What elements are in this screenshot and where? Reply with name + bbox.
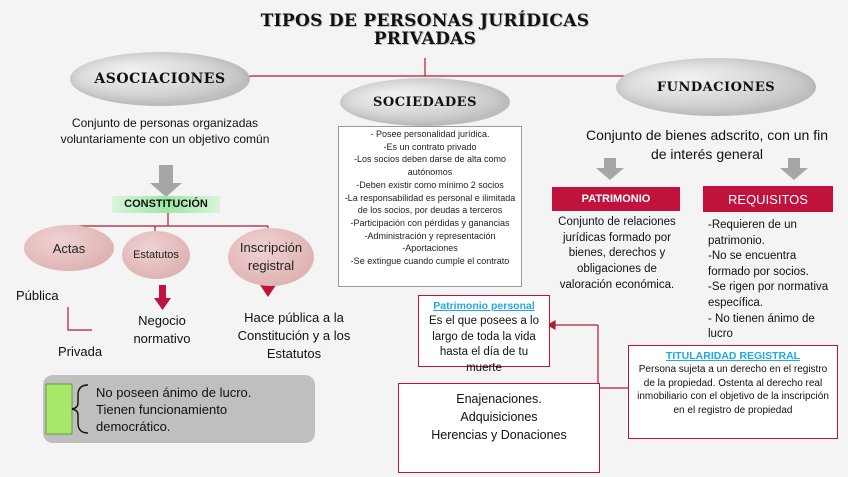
asociaciones-label: ASOCIACIONES (94, 71, 226, 87)
estatutos-label: Estatutos (133, 249, 179, 261)
title-line-1: TIPOS DE PERSONAS JURÍDICAS (260, 11, 590, 31)
asociaciones-description: Conjunto de personas organizadas voluntariamente con un objetivo común (60, 116, 270, 146)
fundaciones-description: Conjunto de bienes adscrito, con un fin de interés general (585, 127, 829, 162)
patrimonio-label: PATRIMONIO (581, 193, 651, 205)
asociaciones-node (70, 52, 250, 106)
requisitos-badge (703, 186, 833, 212)
patrimonio-personal-title[interactable]: Patrimonio personal (433, 300, 535, 312)
title-line-2: PRIVADAS (373, 29, 477, 49)
actas-label: Actas (52, 240, 86, 256)
list-item: -Administración y representación (364, 230, 496, 241)
note-item: Tienen funcionamiento democrático. (96, 402, 228, 434)
requisitos-label: REQUISITOS (728, 191, 808, 207)
privada-label: Privada (58, 344, 103, 359)
sociedades-node (340, 78, 510, 126)
list-item: Adquisiciones (460, 410, 538, 424)
list-item: -Aportaciones (402, 243, 458, 254)
list-item: -Participación con pérdidas y ganancias (350, 217, 510, 228)
titularidad-title[interactable]: TITULARIDAD REGISTRAL (665, 350, 801, 362)
list-item: - Posee personalidad jurídica. (370, 129, 490, 139)
inscripcion-node (228, 228, 314, 286)
titularidad-text: Persona sujeta a un derecho en el registro de la propiedad. Ostenta al derecho real inmobiliario con el objetivo de la inscripción en el registro de propiedad (637, 364, 829, 416)
list-item: -Deben existir como mínimo 2 socios (356, 179, 504, 190)
operaciones-box (398, 383, 600, 473)
list-item: -Se rigen por normativa específica. (708, 281, 829, 309)
titularidad-box (628, 345, 838, 439)
patrimonio-description: Conjunto de relaciones jurídicas formado por bienes, derechos y obligaciones de valoración económica. (558, 216, 676, 291)
note-item: No poseen ánimo de lucro. (96, 385, 252, 400)
list-item: -No se encuentra formado por socios. (708, 250, 809, 278)
page-title (250, 12, 600, 48)
operaciones-list (399, 390, 599, 444)
inscripcion-label: Inscripción registral (239, 240, 303, 273)
constitucion-label: CONSTITUCIÓN (112, 196, 220, 213)
negocio-normativo: Negocio normativo (133, 313, 191, 346)
list-item: Herencias y Donaciones (431, 428, 567, 442)
estatutos-node (122, 231, 190, 279)
list-item: -Es un contrato privado (383, 141, 477, 152)
requisitos-list (708, 218, 836, 343)
patrimonio-personal-box (418, 295, 550, 374)
list-item: - No tienen ánimo de lucro (708, 312, 815, 341)
actas-node (24, 225, 114, 271)
list-item: -La responsabilidad es personal e ilimitada de los socios, por deudas a terceros (344, 192, 516, 216)
fundaciones-node (616, 58, 816, 116)
patrimonio-personal-text: Es el que posees a lo largo de toda la vida hasta el día de tu muerte (429, 315, 539, 374)
hace-publica-text: Hace pública a la Constitución y a los Estatutos (237, 310, 351, 361)
fundaciones-label: FUNDACIONES (656, 79, 776, 95)
patrimonio-badge (552, 187, 680, 211)
sociedades-list (338, 126, 522, 287)
sociedades-label: SOCIEDADES (373, 94, 477, 110)
asociaciones-notes (96, 384, 306, 435)
list-item: -Requieren de un patrimonio. (708, 219, 797, 247)
list-item: -Se extingue cuando cumple el contrato (350, 256, 510, 267)
list-item: -Los socios deben darse de alta como autónomos (353, 154, 507, 178)
publica-label: Pública (16, 288, 59, 303)
list-item: Enajenaciones. (456, 392, 542, 406)
